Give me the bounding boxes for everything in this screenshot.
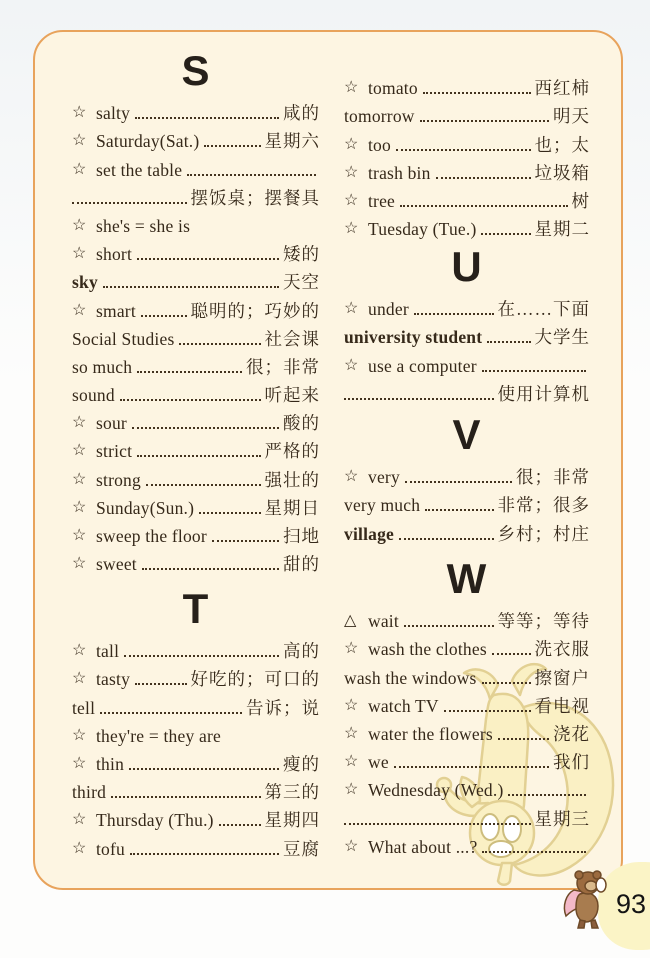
entry-word: salty [96,103,131,124]
entry-word: third [72,782,107,803]
entry-translation: 使用计算机 [497,383,590,404]
dot-leader [405,481,512,483]
entry-translation: 星期四 [264,810,320,831]
entry-translation: 聪明的；巧妙的 [190,300,320,321]
star-icon: ☆ [72,470,87,488]
dot-leader [120,399,261,401]
entry-word: trash bin [368,162,431,183]
entry-row [72,98,320,126]
star-icon: ☆ [72,160,87,178]
entry-translation: 第三的 [264,782,320,803]
star-icon: ☆ [72,839,87,857]
star-icon: ☆ [344,640,359,658]
entry-row [344,214,590,242]
entry-translation: 甜的 [283,554,320,575]
section-w [344,554,590,860]
entry-translation: 星期日 [264,497,320,518]
entry-continuation-row [344,379,590,407]
entry-row [344,294,590,322]
dot-leader [135,117,279,119]
entry-row [72,211,320,239]
triangle-icon: △ [344,612,357,630]
entry-translation: 星期六 [264,131,320,152]
page-number: 93 [616,889,647,919]
star-icon: ☆ [344,753,359,771]
entry-translation: 浇花 [553,723,590,744]
entry-row [344,634,590,662]
entry-row [72,408,320,436]
entry-translation: 天空 [283,272,320,293]
dot-leader [414,313,494,315]
star-icon: ☆ [72,414,87,432]
entry-word: she's = she is [96,215,191,236]
dot-leader [399,538,493,540]
entry-word: tomorrow [344,106,415,127]
entry-row [344,832,590,860]
entry-translation: 告诉；说 [246,697,320,718]
dot-leader [482,851,586,853]
entry-row [72,777,320,805]
entry-translation: 星期二 [534,219,590,240]
star-icon: ☆ [344,724,359,742]
entry-translation: 洗衣服 [534,639,590,660]
entry-translation: 好吃的；可口的 [190,669,320,690]
entry-row [72,126,320,154]
entry-word: Wednesday (Wed.) [368,780,504,801]
entry-row [72,239,320,267]
entry-word: they're = they are [96,725,221,746]
dot-leader [404,625,494,627]
star-icon: ☆ [344,163,359,181]
entry-translation: 星期三 [534,808,590,829]
entry-word: so much [72,356,133,377]
entry-word: sweet [96,554,137,575]
entry-translation: 大学生 [534,327,590,348]
entry-row [344,186,590,214]
dot-leader [444,710,531,712]
star-icon: ☆ [72,301,87,319]
section-header: W [446,555,488,602]
entry-word: sky [72,272,98,293]
entry-row [344,691,590,719]
entry-word: sweep the floor [96,526,207,546]
section-header: S [181,47,211,94]
dot-leader [344,823,531,825]
dot-leader [124,655,279,657]
entry-word: What about ...? [368,836,478,857]
entry-row [72,267,320,295]
entry-row [344,158,590,186]
star-icon: ☆ [344,468,359,486]
entry-translation: 擦窗户 [534,667,590,688]
entry-word: Saturday(Sat.) [96,131,200,152]
star-icon: ☆ [72,527,87,544]
entry-word: use a computer [368,355,477,376]
section-u [344,242,590,407]
bear-leg [578,920,585,928]
entry-word: strong [96,469,141,490]
entry-row [344,606,590,634]
entry-translation: 强壮的 [264,469,320,490]
dot-leader [137,371,242,373]
entry-row [72,521,320,549]
bear-muzzle [585,881,597,891]
dot-leader [111,796,260,798]
entry-translation: 扫地 [283,526,320,546]
entry-row [72,464,320,492]
dot-leader [179,343,260,345]
bear-item [596,878,606,892]
star-icon: ☆ [72,811,87,829]
entry-word: under [368,299,409,320]
dot-leader [100,712,242,714]
entry-word: wait [368,611,399,632]
entry-translation: 很；非常 [246,356,320,377]
entry-translation: 乡村；村庄 [497,523,590,544]
entry-word: set the table [96,159,183,180]
entry-translation: 咸的 [283,103,320,124]
dot-leader [129,768,279,770]
entry-row [72,549,320,577]
entry-word: Sunday(Sun.) [96,497,195,518]
star-icon: ☆ [72,442,87,460]
entry-row [72,436,320,464]
entry-translation: 听起来 [264,385,320,406]
entry-word: very [368,467,400,488]
star-icon: ☆ [72,498,87,516]
dot-leader [400,205,567,207]
dot-leader [481,233,530,235]
star-icon: ☆ [344,220,359,238]
entry-word: village [344,523,395,544]
entry-row [344,129,590,157]
bear-leg [591,920,598,928]
entry-word: sound [72,385,115,406]
entry-translation: 酸的 [283,413,320,434]
entry-row [344,662,590,690]
star-icon: ☆ [72,132,87,150]
entry-translation: 严格的 [264,441,320,462]
entry-row [344,518,590,546]
section-t-continued [344,73,590,242]
section-t [72,584,320,862]
right-column [344,0,590,890]
entry-translation: 看电视 [534,695,590,716]
entry-translation: 瘦的 [283,753,320,774]
entry-translation: 矮的 [283,244,320,265]
entry-word: university student [344,327,483,348]
entry-continuation-row [72,183,320,211]
entry-row [72,636,320,664]
left-column [72,0,320,890]
entry-word: short [96,244,132,265]
entry-word: tomato [368,78,418,99]
entry-word: Tuesday (Tue.) [368,219,477,240]
entry-row [344,747,590,775]
entry-continuation-row [344,803,590,831]
entry-word: too [368,134,391,155]
entry-row [72,721,320,749]
entry-row [344,462,590,490]
entry-row [72,324,320,352]
entry-translation: 明天 [553,106,590,127]
entry-row [72,664,320,692]
entry-word: very much [344,495,421,516]
entry-translation: 很；非常 [516,467,590,488]
star-icon: ☆ [344,696,359,714]
dot-leader [482,682,531,684]
entry-rows [344,73,590,242]
dot-leader [487,341,530,343]
entry-word: Social Studies [72,328,175,349]
entry-row [72,493,320,521]
entry-word: thin [96,753,125,774]
dot-leader [492,653,531,655]
star-icon: ☆ [72,726,87,744]
section-s [72,46,320,577]
dot-leader [130,853,279,855]
entry-rows [72,636,320,862]
entry-word: tell [72,697,96,718]
star-icon: ☆ [72,104,87,122]
entry-word: tree [368,190,396,211]
entry-row [72,352,320,380]
entry-translation: 我们 [553,752,590,773]
entry-row [344,322,590,350]
dot-leader [498,738,549,740]
star-icon: ☆ [72,245,87,263]
dot-leader [132,427,279,429]
entry-word: tofu [96,838,125,859]
dot-leader [146,484,261,486]
entry-rows [344,294,590,407]
entry-translation: 非常；很多 [497,495,590,516]
dot-leader [436,177,531,179]
entry-row [72,749,320,777]
dot-leader [219,824,261,826]
entry-word: wash the clothes [368,639,487,660]
star-icon: ☆ [72,216,87,234]
star-icon: ☆ [72,670,87,688]
entry-rows [344,462,590,547]
entry-row [344,350,590,378]
entry-translation: 在……下面 [497,299,590,320]
entry-word: we [368,752,389,773]
entry-translation: 等等；等待 [497,611,590,632]
entry-word: strict [96,441,133,462]
entry-word: watch TV [368,695,439,716]
entry-rows [72,98,320,577]
dot-leader [137,258,279,260]
section-header: U [451,243,483,290]
entry-row [344,719,590,747]
star-icon: ☆ [344,300,359,318]
dot-leader [137,455,260,457]
dot-leader [199,512,260,514]
dot-leader [482,370,586,372]
star-icon: ☆ [344,79,359,97]
bear-body [576,893,598,922]
entry-word: sour [96,413,127,434]
star-icon: ☆ [72,555,87,573]
entry-row [344,73,590,101]
star-icon: ☆ [344,191,359,209]
entry-translation: 豆腐 [283,838,320,859]
entry-translation: 树 [571,190,590,211]
entry-word: Thursday (Thu.) [96,810,214,831]
entry-word: tasty [96,669,131,690]
dot-leader [103,286,279,288]
star-icon: ☆ [344,837,359,855]
entry-row [72,380,320,408]
entry-rows [344,606,590,860]
entry-row [344,490,590,518]
entry-row [72,833,320,861]
section-header: T [182,585,210,632]
entry-word: smart [96,300,136,321]
dot-leader [135,683,186,685]
bear-mascot-icon [560,868,612,930]
entry-word: water the flowers [368,723,493,744]
entry-row [72,692,320,720]
bear-ear [575,871,583,879]
entry-translation: 高的 [283,641,320,662]
entry-word: tall [96,641,120,662]
dot-leader [187,174,316,176]
dot-leader [425,509,493,511]
star-icon: ☆ [344,356,359,374]
dot-leader [72,202,187,204]
entry-row [72,805,320,833]
entry-row [344,101,590,129]
dot-leader [344,398,494,400]
entry-translation: 社会课 [264,328,320,349]
section-v [344,410,590,547]
entry-translation: 西红柿 [534,78,590,99]
entry-translation: 垃圾箱 [534,162,590,183]
dot-leader [423,92,531,94]
entry-translation: 也；太 [534,134,590,155]
entry-row [344,775,590,803]
entry-translation: 摆饭桌；摆餐具 [190,187,320,208]
dot-leader [142,568,279,570]
dot-leader [508,794,586,796]
dot-leader [212,540,279,542]
entry-row [72,154,320,182]
star-icon: ☆ [344,135,359,153]
entry-row [72,295,320,323]
dot-leader [394,766,549,768]
star-icon: ☆ [72,754,87,772]
dot-leader [420,120,549,122]
entry-word: wash the windows [344,667,477,688]
star-icon: ☆ [72,642,87,660]
star-icon: ☆ [344,781,359,799]
dot-leader [204,145,260,147]
dot-leader [141,315,187,317]
dot-leader [396,149,531,151]
section-header: V [452,411,482,458]
